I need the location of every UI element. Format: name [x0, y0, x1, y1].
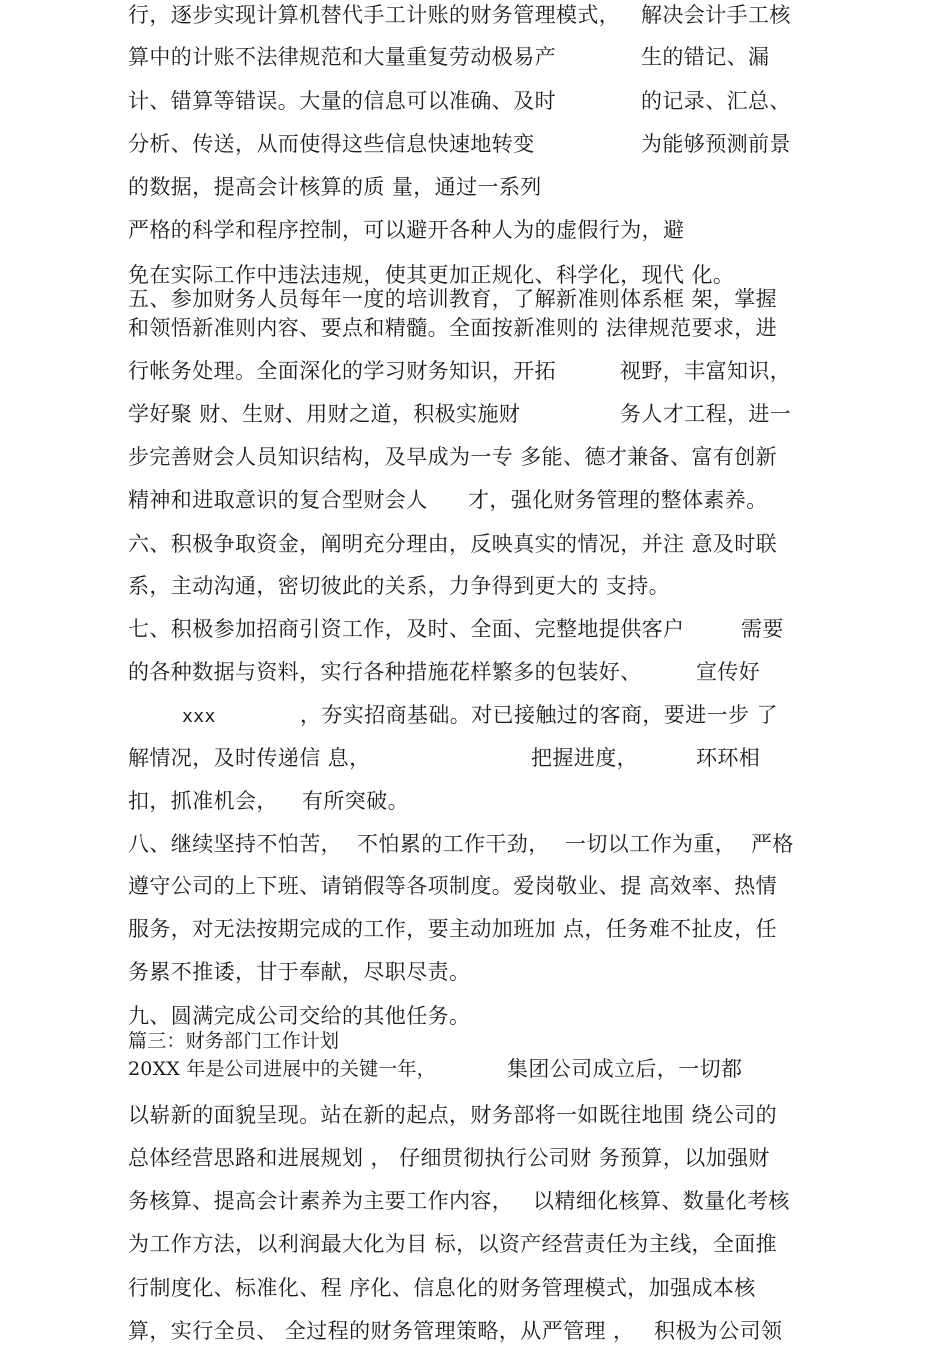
text-line: 严格的科学和程序控制，可以避开各种人为的虚假行为，避: [128, 218, 685, 242]
text-line: 视野，丰富知识，: [620, 359, 792, 383]
text-line: 宣传好: [696, 660, 761, 684]
text-line: 计、错算等错误。大量的信息可以准确、及时: [128, 89, 556, 113]
text-line: 步完善财会人员知识结构，及早成为一专 多能、德才兼备、富有创新: [128, 445, 778, 469]
text-line: 精神和进取意识的复合型财会人: [128, 488, 428, 512]
text-line: 以精细化核算、数量化考核: [533, 1189, 790, 1213]
text-line: 和领悟新准则内容、要点和精髓。全面按新准则的 法律规范要求，进: [128, 316, 778, 340]
text-line: 解决会计手工核: [641, 3, 791, 27]
text-line: 的数据，提高会计核算的质 量，通过一系列: [128, 175, 542, 199]
text-line: 免在实际工作中违法违规，使其更加正规化、科学化，现代 化。: [128, 263, 735, 287]
text-line: 服务，对无法按期完成的工作，要主动加班加 点，任务难不扯皮，任: [128, 917, 778, 941]
text-line: 积极为公司领: [654, 1319, 783, 1343]
section-heading-eight: 八、继续坚持不怕苦，: [128, 832, 342, 856]
text-line: 算中的计账不法律规范和大量重复劳动极易产: [128, 45, 556, 69]
text-line: 学好聚 财、生财、用财之道，积极实施财: [128, 402, 521, 426]
text-line: 把握进度，: [531, 746, 638, 770]
text-line: 有所突破。: [302, 789, 409, 813]
section-heading-five: 五、参加财务人员每年一度的培训教育，了解新准则体系框 架，掌握: [128, 287, 778, 311]
text-line: 生的错记、漏: [641, 45, 770, 69]
text-line: 分析、传送，从而使得这些信息快速地转变: [128, 132, 535, 156]
section-heading-six: 六、积极争取资金，阐明充分理由，反映真实的情况，并注 意及时联: [128, 532, 778, 556]
text-line: 环环相: [696, 746, 761, 770]
placeholder-text: xxx: [182, 706, 216, 727]
part-three-title: 篇三：财务部门工作计划: [128, 1030, 340, 1052]
text-line: 20XX 年是公司进展中的关键一年，: [128, 1058, 436, 1080]
text-line: 务人才工程，进一: [620, 402, 792, 426]
text-line: 行制度化、标准化、程 序化、信息化的财务管理模式，加强成本核: [128, 1276, 756, 1300]
text-line: 行，逐步实现计算机替代手工计账的财务管理模式，: [128, 3, 621, 27]
text-line: 的各种数据与资料，实行各种措施花样繁多的包装好、: [128, 660, 642, 684]
text-line: 才，强化财务管理的整体素养。: [468, 488, 768, 512]
text-line: 严格: [751, 832, 794, 856]
text-line: 解情况，及时传递信 息，: [128, 746, 371, 770]
text-line: 为能够预测前景: [641, 132, 791, 156]
text-line: 算，实行全员、 全过程的财务管理策略，从严管理 ，: [128, 1319, 635, 1343]
text-line: 务累不推诿，甘于奉献，尽职尽责。: [128, 960, 471, 984]
text-line: 不怕累的工作干劲，: [357, 832, 550, 856]
text-line: 务核算、提高会计素养为主要工作内容，: [128, 1189, 514, 1213]
text-line: 以崭新的面貌呈现。站在新的起点，财务部将一如既往地围 绕公司的: [128, 1103, 778, 1127]
section-heading-seven: 七、积极参加招商引资工作，及时、全面、完整地提供客户: [128, 617, 685, 641]
text-line: 的记录、汇总、: [641, 89, 791, 113]
text-line: 一切以工作为重，: [565, 832, 737, 856]
text-line: 需要: [741, 617, 784, 641]
text-line: ，夯实招商基础。对已接触过的客商，要进一步 了: [300, 703, 778, 727]
text-line: 行帐务处理。全面深化的学习财务知识，开拓: [128, 359, 556, 383]
text-line: 扣，抓准机会，: [128, 789, 278, 813]
text-line: 集团公司成立后，一切都: [507, 1057, 743, 1081]
text-line: 系，主动沟通，密切彼此的关系，力争得到更大的 支持。: [128, 574, 671, 598]
section-heading-nine: 九、圆满完成公司交给的其他任务。: [128, 1004, 471, 1028]
text-line: 为工作方法，以利润最大化为目 标，以资产经营责任为主线，全面推: [128, 1232, 778, 1256]
text-line: 总体经营思路和进展规划 ， 仔细贯彻执行公司财 务预算，以加强财: [128, 1146, 770, 1170]
text-line: 遵守公司的上下班、请销假等各项制度。爱岗敬业、提 高效率、热情: [128, 874, 778, 898]
